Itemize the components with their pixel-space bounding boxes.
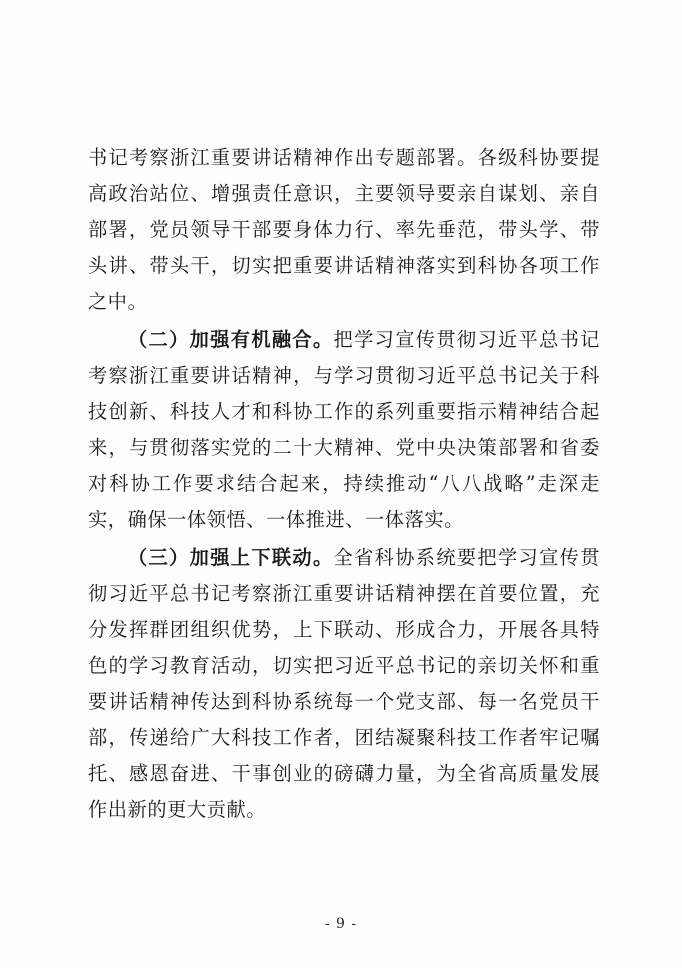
paragraph-section-3 [88, 540, 600, 828]
paragraph-1-text: 书记考察浙江重要讲话精神作出专题部署。各级科协要提高政治站位、增强责任意识，主要领导要亲自谋划、亲自部署，党员领导干部要身体力行、率先垂范，带头学、带头讲、带头干，切实把重要讲话精神落实到科协各项工作之中。 [88, 146, 600, 313]
section-3-text: 全省科协系统要把学习宣传贯彻习近平总书记考察浙江重要讲话精神摆在首要位置，充分发挥群团组织优势，上下联动、形成合力，开展各具特色的学习教育活动，切实把习近平总书记的亲切关怀和重要讲话精神传达到科协系统每一个党支部、每一名党员干部，传递给广大科技工作者，团结凝聚科技工作者牢记嘱托、感恩奋进、干事创业的磅礴力量，为全省高质量发展作出新的更大贡献。 [88, 546, 600, 821]
body-text [88, 140, 600, 828]
section-2-heading: （二）加强有机融合。 [128, 328, 334, 351]
page-number: - 9 - [324, 916, 358, 932]
paragraph-continuation [88, 140, 600, 320]
section-2-text: 把学习宣传贯彻习近平总书记考察浙江重要讲话精神，与学习贯彻习近平总书记关于科技创新、科技人才和科协工作的系列重要指示精神结合起来，与贯彻落实党的二十大精神、党中央决策部署和省委对科协工作要求结合起来，持续推动“八八战略”走深走实，确保一体领悟、一体推进、一体落实。 [88, 328, 600, 531]
paragraph-section-2 [88, 322, 600, 538]
section-3-heading: （三）加强上下联动。 [128, 546, 334, 569]
